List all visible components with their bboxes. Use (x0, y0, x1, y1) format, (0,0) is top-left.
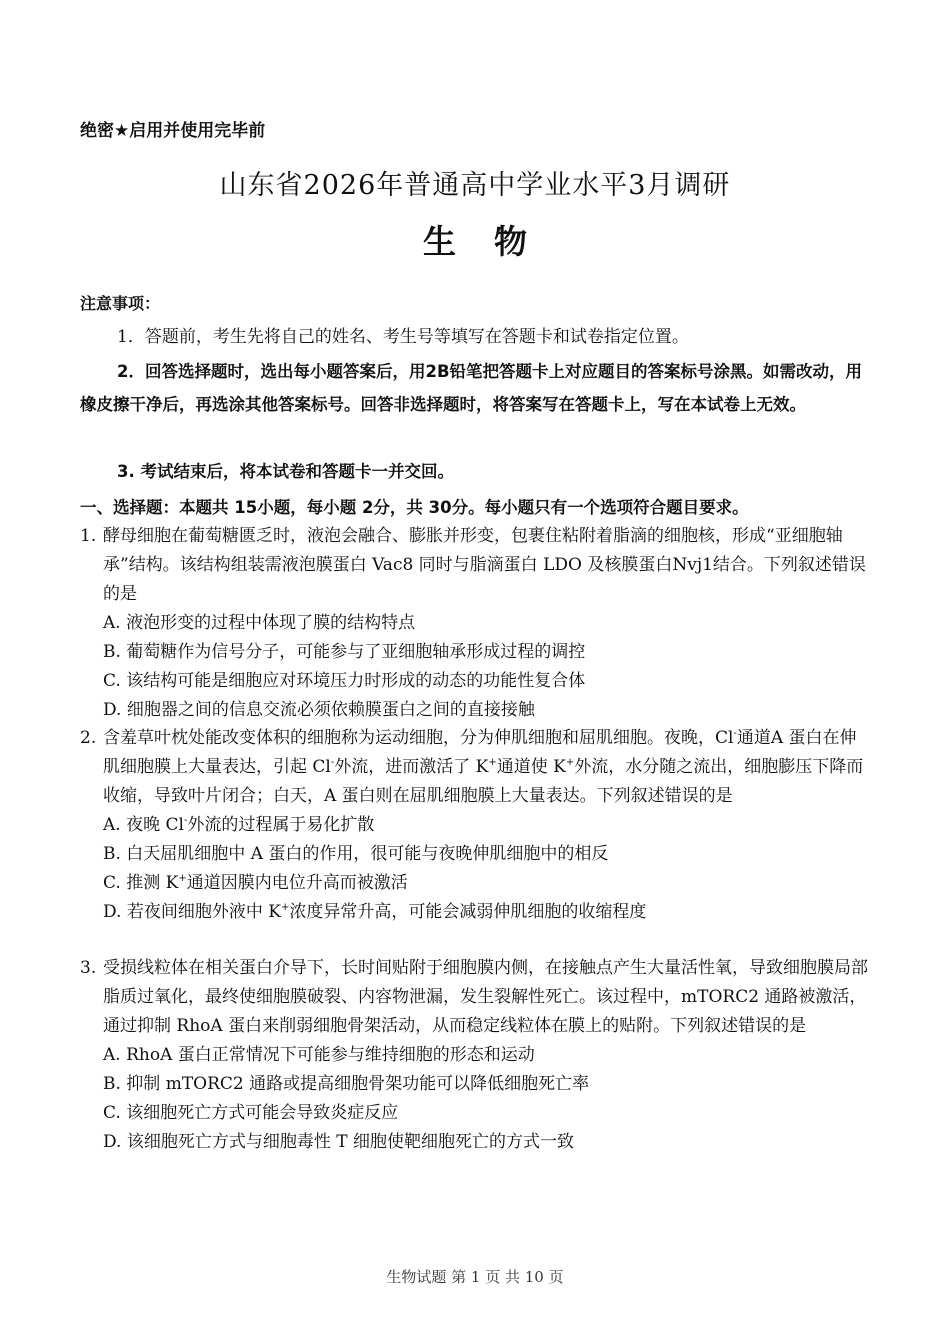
notice-item-3: 3. 考试结束后，将本试卷和答题卡一并交回。 (117, 462, 454, 481)
question-number: 2. (80, 728, 97, 748)
notice-item-1: 1．答题前，考生先将自己的姓名、考生号等填写在答题卡和试卷指定位置。 (117, 327, 689, 347)
option-a: A. RhoA 蛋白正常情况下可能参与维持细胞的形态和运动 (103, 1045, 535, 1065)
question-text: 受损线粒体在相关蛋白介导下，长时间贴附于细胞膜内侧，在接触点产生大量活性氧，导致细胞膜局部脂质过氧化，最终使细胞膜破裂、内容物泄漏，发生裂解性死亡。该过程中，mTORC2 通路被激活，通过抑制 RhoA 蛋白来削弱细胞骨架活动，从而稳定线粒体在膜上的贴附。下列叙述错误的是 (103, 958, 868, 1036)
option-d: D. 细胞器之间的信息交流必须依赖膜蛋白之间的直接接触 (103, 700, 535, 720)
option-d: D. 该细胞死亡方式与细胞毒性 T 细胞使靶细胞死亡的方式一致 (103, 1132, 574, 1152)
question-1 (80, 522, 870, 725)
stem-text: 含羞草叶枕处能改变体积的细胞称为运动细胞，分为伸肌细胞和屈肌细胞。夜晚，Cl (103, 728, 734, 748)
section-heading: 一、选择题：本题共 15小题，每小题 2分，共 30分。每小题只有一个选项符合题目要求。 (80, 498, 749, 517)
superscript: + (178, 873, 187, 884)
option-b: B. 白天屈肌细胞中 A 蛋白的作用，很可能与夜晚伸肌细胞中的相反 (103, 844, 609, 864)
notice-item-2: 2．回答选择题时，选出每小题答案后，用2B铅笔把答题卡上对应题目的答案标号涂黑。如需改动，用橡皮擦干净后，再选涂其他答案标号。回答非选择题时，将答案写在答题卡上，写在本试卷上无效。 (80, 362, 863, 414)
option-d (80, 898, 870, 927)
option-a (80, 811, 870, 840)
superscript: - (330, 757, 335, 768)
page-footer: 生物试题 第 1 页 共 10 页 (386, 1268, 564, 1286)
question-number: 1. (80, 526, 97, 546)
option-text: 浓度异常升高，可能会减弱伸肌细胞的收缩程度 (289, 902, 647, 922)
question-1-stem (80, 522, 870, 609)
option-text: A. 夜晚 Cl (103, 815, 184, 835)
question-text: 酵母细胞在葡萄糖匮乏时，液泡会融合、膨胀并形变，包裹住粘附着脂滴的细胞核，形成“亚细胞轴承”结构。该结构组装需液泡膜蛋白 Vac8 同时与脂滴蛋白 LDO 及核膜蛋白Nvj1结合。下列叙述错误的是 (103, 526, 866, 604)
option-text: 通道因膜内电位升高而被激活 (186, 873, 408, 893)
stem-text: 外流，进而激活了 K (334, 757, 489, 777)
stem-text: 通道A 蛋白在伸肌细胞膜上大量表达，引起 Cl (103, 728, 857, 777)
superscript: - (733, 728, 737, 739)
option-a: A. 液泡形变的过程中体现了膜的结构特点 (103, 613, 416, 633)
option-c (80, 869, 870, 898)
option-b: B. 抑制 mTORC2 通路或提高细胞骨架功能可以降低细胞死亡率 (103, 1074, 590, 1094)
stem-text: 外流，水分随之流出，细胞膨压下降而收缩，导致叶片闭合；白天，A 蛋白则在屈肌细胞膜上大量表达。下列叙述错误的是 (103, 757, 864, 806)
question-3 (80, 954, 870, 1157)
stem-text: 通道使 K (496, 757, 566, 777)
option-text: C. 推测 K (103, 873, 179, 893)
question-3-stem (80, 954, 870, 1041)
confidential-label: 绝密★启用并使用完毕前 (80, 121, 266, 141)
option-text: D. 若夜间细胞外液中 K (103, 902, 281, 922)
superscript: + (565, 757, 575, 768)
option-b: B. 葡萄糖作为信号分子，可能参与了亚细胞轴承形成过程的调控 (103, 642, 586, 662)
option-text: 外流的过程属于易化扩散 (187, 815, 375, 835)
question-2 (80, 724, 870, 927)
exam-title: 山东省2026年普通高中学业水平3月调研 (219, 170, 731, 201)
question-number: 3. (80, 958, 97, 978)
subject-title: 生物 (423, 222, 565, 261)
superscript: + (280, 902, 290, 913)
superscript: + (488, 757, 497, 768)
option-c: C. 该结构可能是细胞应对环境压力时形成的动态的功能性复合体 (103, 671, 586, 691)
option-c: C. 该细胞死亡方式可能会导致炎症反应 (103, 1103, 399, 1123)
question-2-stem (80, 724, 870, 811)
superscript: - (183, 815, 188, 826)
notice-heading: 注意事项： (80, 294, 161, 313)
